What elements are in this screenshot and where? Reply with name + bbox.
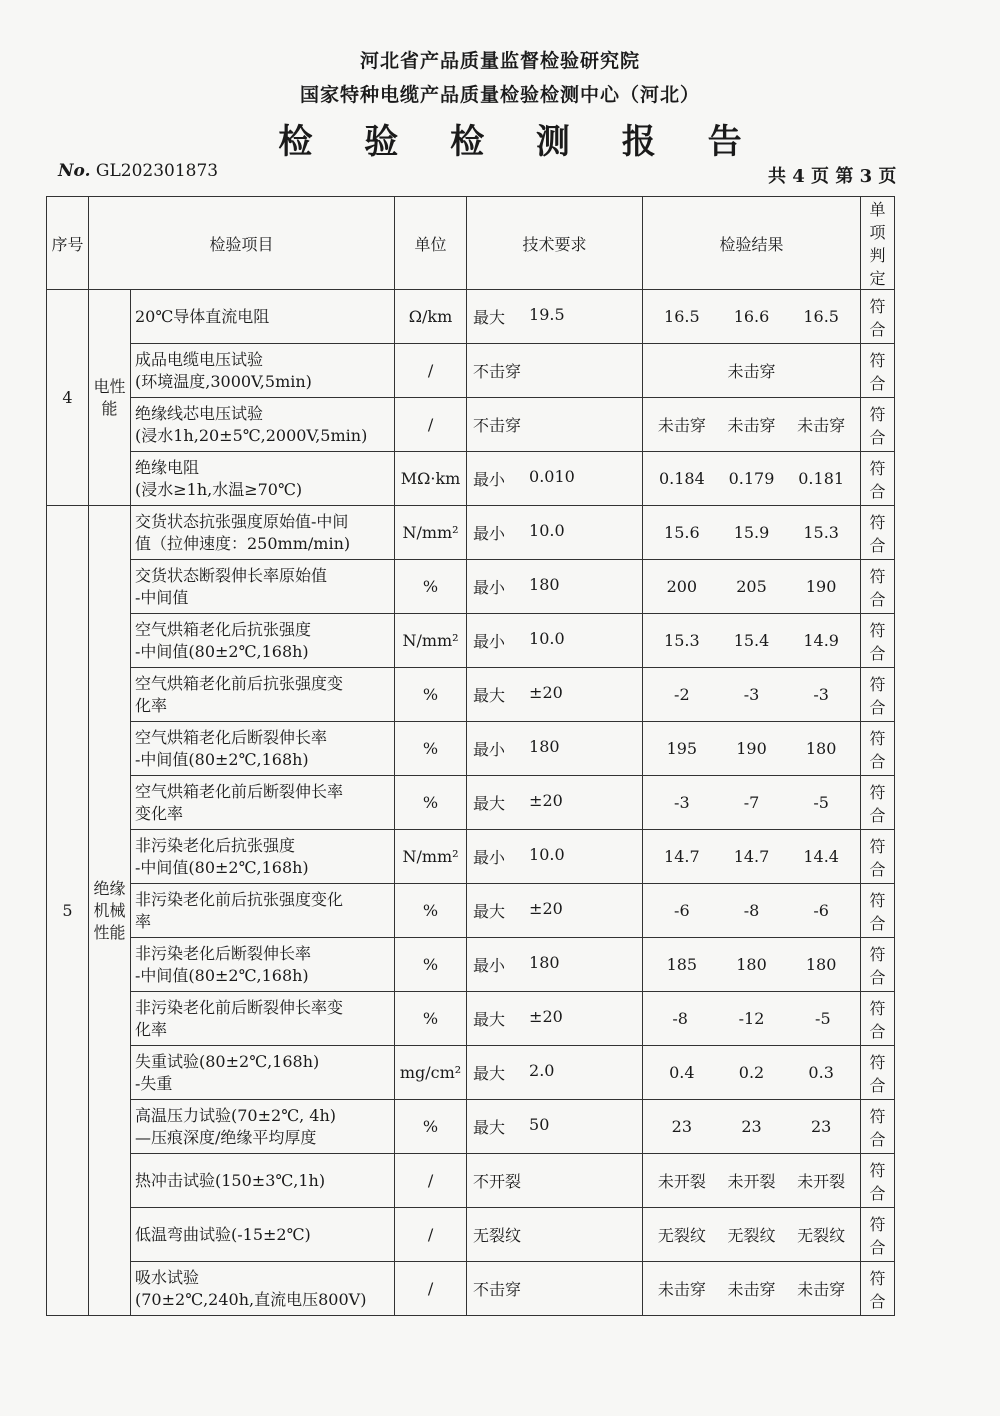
test-item: 空气烘箱老化后抗张强度 -中间值(80±2℃,168h) (131, 614, 395, 668)
result-cell (643, 830, 861, 884)
judgement-cell: 符合 (861, 830, 895, 884)
requirement-value: ±20 (529, 791, 563, 810)
judgement-cell: 符合 (861, 938, 895, 992)
judgement-cell: 符合 (861, 1262, 895, 1316)
requirement-kind: 最大 (473, 686, 506, 705)
requirement-value: 10.0 (529, 629, 565, 648)
judgement-cell: 符合 (861, 884, 895, 938)
result-value: 未开裂 (657, 1172, 706, 1191)
unit-cell: N/mm² (395, 506, 467, 560)
requirement-cell (467, 722, 643, 776)
requirement-kind: 最大 (473, 902, 506, 921)
result-value: 0.184 (658, 469, 705, 488)
result-cell (643, 614, 861, 668)
requirement-kind: 最小 (473, 524, 506, 543)
requirement-cell (467, 830, 643, 884)
unit-cell: mg/cm² (395, 1046, 467, 1100)
requirement-cell (467, 560, 643, 614)
requirement-kind: 最大 (473, 794, 506, 813)
col-judgement-header: 单项 判定 (861, 197, 895, 290)
result-value: 23 (671, 1117, 693, 1136)
test-item: 20℃导体直流电阻 (131, 290, 395, 344)
page-info: 共 4 页 第 3 页 (768, 166, 897, 187)
result-value: 0.2 (738, 1063, 765, 1082)
result-value: 16.5 (664, 307, 700, 326)
result-value: -3 (743, 685, 760, 704)
result-merged: 未击穿 (727, 362, 776, 381)
result-value: 205 (736, 577, 767, 596)
result-cell (643, 506, 861, 560)
group-category: 绝缘 机械 性能 (89, 506, 131, 1316)
result-value: -3 (813, 685, 829, 704)
result-value: 16.5 (803, 307, 839, 326)
result-cell (643, 1154, 861, 1208)
result-cell (643, 1208, 861, 1262)
requirement-cell (467, 344, 643, 398)
unit-cell: % (395, 992, 467, 1046)
table-row (47, 344, 895, 398)
test-item: 高温压力试验(70±2℃, 4h) —压痕深度/绝缘平均厚度 (131, 1100, 395, 1154)
requirement-cell (467, 1208, 643, 1262)
result-value: 15.9 (733, 523, 770, 542)
result-value: -8 (743, 901, 760, 920)
requirement-kind: 不击穿 (473, 362, 522, 381)
result-value: 185 (666, 955, 698, 974)
group-seq: 4 (47, 290, 89, 506)
result-value: 未开裂 (727, 1172, 776, 1191)
result-value: 15.3 (664, 631, 700, 650)
requirement-cell (467, 884, 643, 938)
table-row (47, 506, 895, 560)
result-value: 23 (810, 1117, 832, 1136)
requirement-value: 180 (529, 953, 560, 972)
requirement-cell (467, 776, 643, 830)
requirement-kind: 最小 (473, 578, 506, 597)
requirement-cell (467, 938, 643, 992)
result-value: -12 (738, 1009, 765, 1028)
unit-cell: Ω/km (395, 290, 467, 344)
judgement-cell: 符合 (861, 668, 895, 722)
judgement-cell: 符合 (861, 1100, 895, 1154)
table-row (47, 398, 895, 452)
result-value: 无裂纹 (657, 1226, 706, 1245)
result-value: 200 (666, 577, 698, 596)
col-unit-header: 单位 (395, 197, 467, 290)
table-row (47, 1046, 895, 1100)
result-value: 15.3 (803, 523, 839, 542)
result-value: 14.7 (733, 847, 770, 866)
unit-cell: / (395, 1154, 467, 1208)
unit-cell: % (395, 722, 467, 776)
result-value: -6 (813, 901, 829, 920)
unit-cell: % (395, 776, 467, 830)
test-item: 非污染老化前后抗张强度变化 率 (131, 884, 395, 938)
col-result-header: 检验结果 (643, 197, 861, 290)
result-cell (643, 938, 861, 992)
requirement-value: 0.010 (529, 467, 575, 486)
table-row (47, 992, 895, 1046)
requirement-value: ±20 (529, 683, 563, 702)
table-row (47, 614, 895, 668)
test-item: 低温弯曲试验(-15±2℃) (131, 1208, 395, 1262)
judgement-cell: 符合 (861, 1154, 895, 1208)
unit-cell: / (395, 1262, 467, 1316)
unit-cell: / (395, 398, 467, 452)
table-row (47, 560, 895, 614)
result-value: -8 (672, 1009, 688, 1028)
table-row (47, 290, 895, 344)
result-cell (643, 1046, 861, 1100)
col-seq-header: 序号 (47, 197, 89, 290)
result-cell (643, 344, 861, 398)
result-value: 无裂纹 (727, 1226, 776, 1245)
result-cell (643, 722, 861, 776)
result-cell (643, 992, 861, 1046)
requirement-cell (467, 506, 643, 560)
requirement-kind: 不击穿 (473, 416, 522, 435)
result-value: 190 (805, 577, 837, 596)
judgement-cell: 符合 (861, 722, 895, 776)
result-value: 180 (805, 955, 837, 974)
result-value: -3 (674, 793, 690, 812)
report-title: 检 验 检 测 报 告 (278, 122, 762, 162)
result-value: 未开裂 (797, 1172, 846, 1191)
requirement-kind: 最大 (473, 1064, 506, 1083)
test-item: 热冲击试验(150±3℃,1h) (131, 1154, 395, 1208)
result-value: 未击穿 (797, 416, 846, 435)
requirement-value: 50 (529, 1115, 550, 1134)
table-row (47, 668, 895, 722)
requirement-value: 2.0 (529, 1061, 555, 1080)
result-value: 195 (666, 739, 698, 758)
result-value: 15.4 (733, 631, 770, 650)
judgement-cell: 符合 (861, 614, 895, 668)
result-cell (643, 452, 861, 506)
group-category: 电性 能 (89, 290, 131, 506)
result-value: 16.6 (733, 307, 770, 326)
requirement-cell (467, 290, 643, 344)
results-table (46, 196, 895, 1316)
result-cell (643, 1262, 861, 1316)
result-value: -2 (674, 685, 690, 704)
requirement-cell (467, 1154, 643, 1208)
result-value: 180 (736, 955, 767, 974)
report-number-label: No. (58, 161, 91, 181)
result-value: 0.4 (669, 1063, 695, 1082)
unit-cell: % (395, 668, 467, 722)
test-item: 交货状态抗张强度原始值-中间 值（拉伸速度：250mm/min) (131, 506, 395, 560)
result-value: 23 (741, 1117, 762, 1136)
requirement-value: 180 (529, 737, 560, 756)
table-row (47, 1154, 895, 1208)
result-value: 无裂纹 (797, 1226, 846, 1245)
test-item: 绝缘电阻 (浸水≥1h,水温≥70℃) (131, 452, 395, 506)
result-cell (643, 290, 861, 344)
table-row (47, 938, 895, 992)
result-value: 未击穿 (657, 416, 706, 435)
result-value: -6 (674, 901, 690, 920)
judgement-cell: 符合 (861, 506, 895, 560)
test-item: 空气烘箱老化后断裂伸长率 -中间值(80±2℃,168h) (131, 722, 395, 776)
requirement-kind: 最小 (473, 848, 506, 867)
result-value: 未击穿 (657, 1280, 706, 1299)
requirement-kind: 最大 (473, 1010, 506, 1029)
requirement-cell (467, 398, 643, 452)
test-item: 空气烘箱老化前后断裂伸长率 变化率 (131, 776, 395, 830)
report-number (58, 161, 218, 181)
judgement-cell: 符合 (861, 1046, 895, 1100)
unit-cell: / (395, 1208, 467, 1262)
table-row (47, 1262, 895, 1316)
unit-cell: % (395, 938, 467, 992)
test-item: 空气烘箱老化前后抗张强度变 化率 (131, 668, 395, 722)
judgement-cell: 符合 (861, 452, 895, 506)
result-value: 14.9 (803, 631, 839, 650)
test-item: 成品电缆电压试验 (环境温度,3000V,5min) (131, 344, 395, 398)
result-value: 未击穿 (727, 1280, 776, 1299)
requirement-value: 19.5 (529, 305, 565, 324)
requirement-kind: 最大 (473, 308, 506, 327)
result-value: 190 (736, 739, 767, 758)
requirement-cell (467, 668, 643, 722)
unit-cell: N/mm² (395, 614, 467, 668)
judgement-cell: 符合 (861, 398, 895, 452)
result-value: 0.181 (798, 469, 845, 488)
org-name-line1: 河北省产品质量监督检验研究院 (359, 50, 640, 72)
requirement-cell (467, 1046, 643, 1100)
table-row (47, 1208, 895, 1262)
table-row (47, 776, 895, 830)
judgement-cell: 符合 (861, 1208, 895, 1262)
unit-cell: % (395, 884, 467, 938)
result-value: 0.3 (808, 1063, 834, 1082)
requirement-value: 10.0 (529, 521, 565, 540)
test-item: 吸水试验 (70±2℃,240h,直流电压800V) (131, 1262, 395, 1316)
result-value: 15.6 (664, 523, 700, 542)
requirement-kind: 最小 (473, 740, 506, 759)
table-row (47, 884, 895, 938)
unit-cell: N/mm² (395, 830, 467, 884)
group-seq: 5 (47, 506, 89, 1316)
requirement-value: 10.0 (529, 845, 565, 864)
result-value: 14.7 (664, 847, 700, 866)
judgement-cell: 符合 (861, 992, 895, 1046)
requirement-value: ±20 (529, 899, 563, 918)
org-name-line2: 国家特种电缆产品质量检验检测中心（河北） (299, 84, 700, 106)
result-value: -5 (815, 1009, 831, 1028)
requirement-cell (467, 992, 643, 1046)
requirement-kind: 最小 (473, 470, 506, 489)
test-item: 失重试验(80±2℃,168h) -失重 (131, 1046, 395, 1100)
result-cell (643, 1100, 861, 1154)
test-item: 非污染老化后抗张强度 -中间值(80±2℃,168h) (131, 830, 395, 884)
requirement-value: 180 (529, 575, 560, 594)
result-value: 180 (805, 739, 837, 758)
judgement-cell: 符合 (861, 344, 895, 398)
result-cell (643, 776, 861, 830)
result-value: 未击穿 (727, 416, 776, 435)
unit-cell: MΩ·km (395, 452, 467, 506)
header-row (47, 197, 895, 290)
table-row (47, 452, 895, 506)
test-item: 非污染老化后断裂伸长率 -中间值(80±2℃,168h) (131, 938, 395, 992)
judgement-cell: 符合 (861, 560, 895, 614)
requirement-cell (467, 614, 643, 668)
judgement-cell: 符合 (861, 776, 895, 830)
report-number-value: GL202301873 (95, 161, 219, 181)
test-item: 非污染老化前后断裂伸长率变 化率 (131, 992, 395, 1046)
result-cell (643, 884, 861, 938)
requirement-kind: 最大 (473, 1118, 506, 1137)
requirement-cell (467, 452, 643, 506)
result-cell (643, 560, 861, 614)
test-item: 绝缘线芯电压试验 (浸水1h,20±5℃,2000V,5min) (131, 398, 395, 452)
requirement-kind: 不开裂 (473, 1172, 522, 1191)
unit-cell: / (395, 344, 467, 398)
unit-cell: % (395, 560, 467, 614)
requirement-kind: 无裂纹 (473, 1226, 522, 1245)
result-cell (643, 398, 861, 452)
result-value: -5 (813, 793, 829, 812)
requirement-cell (467, 1100, 643, 1154)
result-value: 14.4 (803, 847, 839, 866)
judgement-cell: 符合 (861, 290, 895, 344)
table-row (47, 830, 895, 884)
result-value: 未击穿 (797, 1280, 846, 1299)
result-value: -7 (743, 793, 760, 812)
unit-cell: % (395, 1100, 467, 1154)
table-row (47, 1100, 895, 1154)
requirement-value: ±20 (529, 1007, 563, 1026)
col-item-header: 检验项目 (89, 197, 395, 290)
requirement-kind: 最小 (473, 956, 506, 975)
result-cell (643, 668, 861, 722)
requirement-cell (467, 1262, 643, 1316)
test-item: 交货状态断裂伸长率原始值 -中间值 (131, 560, 395, 614)
col-requirement-header: 技术要求 (467, 197, 643, 290)
requirement-kind: 不击穿 (473, 1280, 522, 1299)
requirement-kind: 最小 (473, 632, 506, 651)
result-value: 0.179 (728, 469, 775, 488)
table-row (47, 722, 895, 776)
